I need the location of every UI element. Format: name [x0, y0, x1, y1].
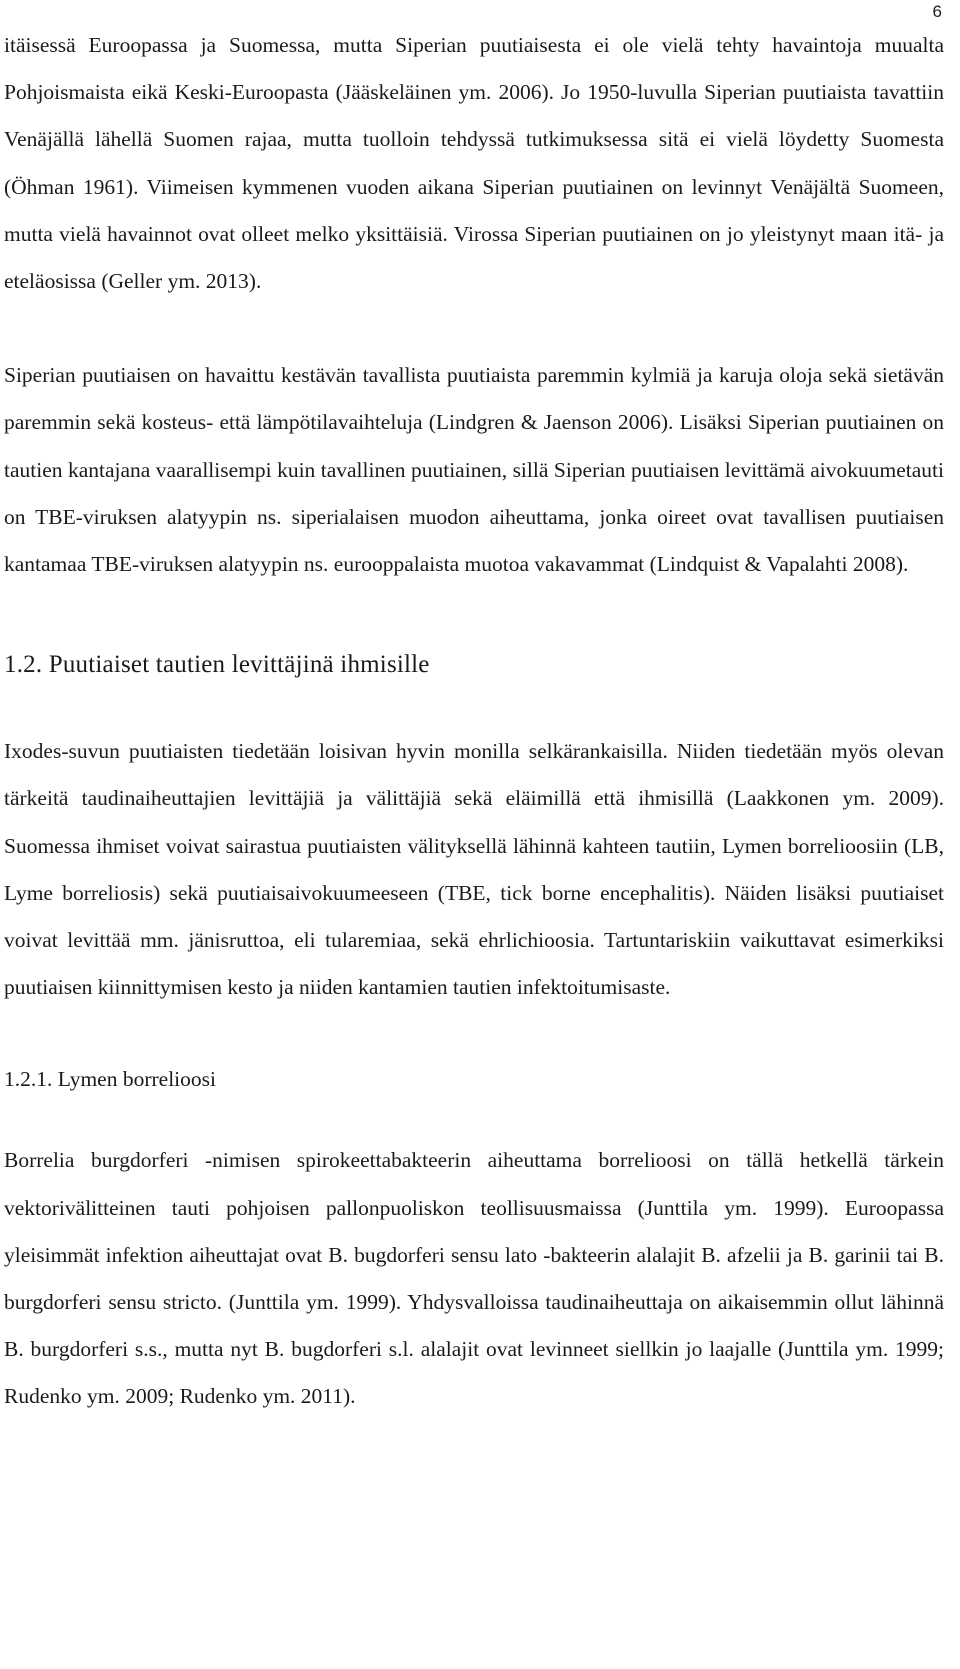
paragraph-ticks-as-vectors: Ixodes-suvun puutiaisten tiedetään loisivan hyvin monilla selkärankaisilla. Niiden tiedetään myös olevan tärkeitä taudinaiheuttajien levittäjiä ja välittäjiä sekä eläimillä että ihmisillä (Laakkonen ym. 2009). Suomessa ihmiset voivat sairastua puutiaisten välityksellä lähinnä kahteen tautiin, Lymen borrelioosiin (LB, Lyme borreliosis) sekä puutiaisaivokuumeeseen (TBE, tick borne encephalitis). Näiden lisäksi puutiaiset voivat levittää mm. jänisruttoa, eli tularemiaa, sekä ehrlichioosia. Tartuntariskiin vaikuttavat esimerkiksi puutiaisen kiinnittymisen kesto ja niiden kantamien tautien infektoitumisaste.	[4, 739, 944, 1000]
section-heading: 1.2. Puutiaiset tautien levittäjinä ihmisille	[4, 651, 430, 679]
paragraph-siberian-tick-distribution: itäisessä Euroopassa ja Suomessa, mutta Siperian puutiaisesta ei ole vielä tehty havaintoja muualta Pohjoismaista eikä Keski-Euroopasta (Jääskeläinen ym. 2006). Jo 1950-luvulla Siperian puutiaista tavattiin Venäjällä lähellä Suomen rajaa, mutta tuolloin tehdyssä tutkimuksessa sitä ei vielä löydetty Suomesta (Öhman 1961). Viimeisen kymmenen vuoden aikana Siperian puutiainen on levinnyt Venäjältä Suomeen, mutta vielä havainnot ovat olleet melko yksittäisiä. Virossa Siperian puutiainen on jo yleistynyt maan itä- ja eteläosissa (Geller ym. 2013).	[4, 33, 944, 294]
subsection-heading: 1.2.1. Lymen borrelioosi	[4, 1067, 216, 1092]
paragraph-lyme-borreliosis: Borrelia burgdorferi -nimisen spirokeettabakteerin aiheuttama borrelioosi on tällä hetkellä tärkein vektorivälitteinen tauti pohjoisen pallonpuoliskon teollisuusmaissa (Junttila ym. 1999). Euroopassa yleisimmät infektion aiheuttajat ovat B. bugdorferi sensu lato -bakteerin alalajit B. afzelii ja B. garinii tai B. burgdorferi sensu stricto. (Junttila ym. 1999). Yhdysvalloissa taudinaiheuttaja on aikaisemmin ollut lähinnä B. burgdorferi s.s., mutta nyt B. bugdorferi s.l. alalajit ovat levinneet siellkin jo laajalle (Junttila ym. 1999; Rudenko ym. 2009; Rudenko ym. 2011).	[4, 1148, 944, 1409]
document-body	[4, 22, 944, 1421]
page-number: 6	[932, 2, 942, 21]
paragraph-siberian-tick-traits: Siperian puutiaisen on havaittu kestävän tavallista puutiaista paremmin kylmiä ja karuja oloja sekä sietävän paremmin sekä kosteus- että lämpötilavaihteluja (Lindgren & Jaenson 2006). Lisäksi Siperian puutiainen on tautien kantajana vaarallisempi kuin tavallinen puutiainen, sillä Siperian puutiaisen levittämä aivokuumetauti on TBE-viruksen alatyypin ns. siperialaisen muodon aiheuttama, jonka oireet ovat tavallisen puutiaisen kantamaa TBE-viruksen alatyypin ns. eurooppalaista muotoa vakavammat (Lindquist & Vapalahti 2008).	[4, 363, 944, 577]
